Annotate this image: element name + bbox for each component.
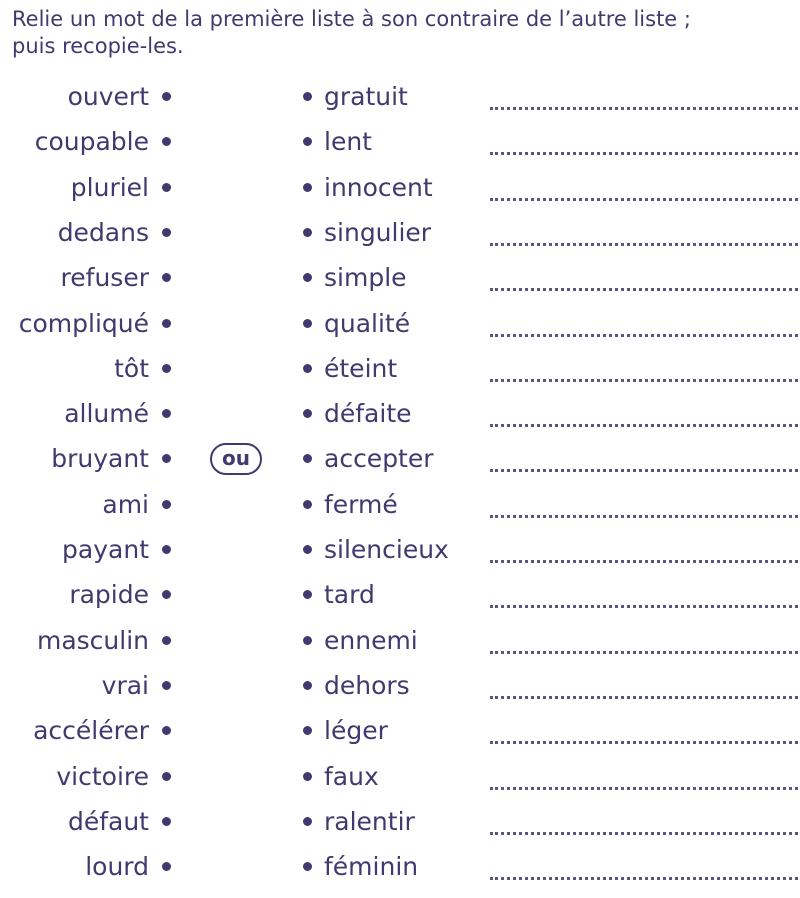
match-row [0, 578, 800, 618]
right-word: défaite [324, 399, 412, 428]
right-connector-dot[interactable] [303, 726, 312, 735]
match-row [0, 805, 800, 845]
match-row [0, 352, 800, 392]
match-row [0, 442, 800, 482]
match-row [0, 171, 800, 211]
left-word: rapide [69, 580, 149, 609]
left-word: victoire [56, 762, 149, 791]
left-connector-dot[interactable] [162, 726, 171, 735]
left-connector-dot[interactable] [162, 319, 171, 328]
match-row [0, 125, 800, 165]
instructions [12, 6, 792, 60]
right-word: lent [324, 127, 372, 156]
left-connector-dot[interactable] [162, 228, 171, 237]
left-word: payant [62, 535, 149, 564]
right-word: innocent [324, 173, 433, 202]
right-connector-dot[interactable] [303, 590, 312, 599]
match-row [0, 760, 800, 800]
left-connector-dot[interactable] [162, 137, 171, 146]
answer-line[interactable] [490, 515, 798, 518]
left-connector-dot[interactable] [162, 590, 171, 599]
right-word: silencieux [324, 535, 449, 564]
left-word: vrai [101, 671, 149, 700]
ou-badge: ou [210, 443, 262, 475]
right-connector-dot[interactable] [303, 772, 312, 781]
answer-line[interactable] [490, 787, 798, 790]
right-connector-dot[interactable] [303, 183, 312, 192]
answer-line[interactable] [490, 107, 798, 110]
right-word: dehors [324, 671, 410, 700]
answer-line[interactable] [490, 651, 798, 654]
right-word: léger [324, 716, 388, 745]
left-word: accélérer [33, 716, 149, 745]
right-word: ralentir [324, 807, 415, 836]
match-row [0, 80, 800, 120]
right-word: faux [324, 762, 379, 791]
right-connector-dot[interactable] [303, 681, 312, 690]
instructions-line-1: Relie un mot de la première liste à son contraire de l’autre liste ; [12, 7, 691, 31]
left-word: coupable [34, 127, 149, 156]
right-word: fermé [324, 490, 398, 519]
left-connector-dot[interactable] [162, 545, 171, 554]
answer-line[interactable] [490, 469, 798, 472]
answer-line[interactable] [490, 560, 798, 563]
match-row [0, 397, 800, 437]
left-connector-dot[interactable] [162, 364, 171, 373]
right-connector-dot[interactable] [303, 636, 312, 645]
left-word: compliqué [18, 309, 149, 338]
match-row [0, 533, 800, 573]
answer-line[interactable] [490, 198, 798, 201]
left-connector-dot[interactable] [162, 92, 171, 101]
answer-line[interactable] [490, 741, 798, 744]
left-connector-dot[interactable] [162, 409, 171, 418]
left-word: ouvert [67, 82, 149, 111]
right-connector-dot[interactable] [303, 273, 312, 282]
right-word: gratuit [324, 82, 408, 111]
right-word: ennemi [324, 626, 418, 655]
right-word: simple [324, 263, 407, 292]
left-connector-dot[interactable] [162, 183, 171, 192]
left-word: tôt [114, 354, 149, 383]
match-row [0, 669, 800, 709]
right-word: singulier [324, 218, 432, 247]
left-connector-dot[interactable] [162, 681, 171, 690]
instructions-line-2: puis recopie-les. [12, 34, 184, 58]
answer-line[interactable] [490, 334, 798, 337]
left-word: refuser [60, 263, 149, 292]
left-connector-dot[interactable] [162, 636, 171, 645]
right-connector-dot[interactable] [303, 92, 312, 101]
left-word: pluriel [70, 173, 149, 202]
match-row [0, 261, 800, 301]
answer-line[interactable] [490, 243, 798, 246]
answer-line[interactable] [490, 152, 798, 155]
left-connector-dot[interactable] [162, 273, 171, 282]
match-row [0, 714, 800, 754]
left-connector-dot[interactable] [162, 772, 171, 781]
right-word: accepter [324, 444, 434, 473]
left-word: défaut [67, 807, 149, 836]
match-row [0, 488, 800, 528]
answer-line[interactable] [490, 288, 798, 291]
right-word: tard [324, 580, 375, 609]
left-connector-dot[interactable] [162, 500, 171, 509]
answer-line[interactable] [490, 696, 798, 699]
left-word: masculin [36, 626, 149, 655]
match-row [0, 216, 800, 256]
answer-line[interactable] [490, 605, 798, 608]
right-connector-dot[interactable] [303, 817, 312, 826]
right-connector-dot[interactable] [303, 319, 312, 328]
answer-line[interactable] [490, 877, 798, 880]
right-connector-dot[interactable] [303, 862, 312, 871]
right-connector-dot[interactable] [303, 364, 312, 373]
match-row [0, 307, 800, 347]
answer-line[interactable] [490, 379, 798, 382]
left-word: lourd [85, 852, 149, 881]
right-connector-dot[interactable] [303, 545, 312, 554]
left-connector-dot[interactable] [162, 454, 171, 463]
left-word: bruyant [51, 444, 149, 473]
right-connector-dot[interactable] [303, 454, 312, 463]
match-row [0, 624, 800, 664]
right-word: qualité [324, 309, 411, 338]
left-word: ami [102, 490, 149, 519]
right-word: éteint [324, 354, 398, 383]
left-connector-dot[interactable] [162, 817, 171, 826]
right-connector-dot[interactable] [303, 409, 312, 418]
right-connector-dot[interactable] [303, 228, 312, 237]
right-connector-dot[interactable] [303, 137, 312, 146]
right-word: féminin [324, 852, 419, 881]
answer-line[interactable] [490, 424, 798, 427]
left-word: dedans [57, 218, 149, 247]
right-connector-dot[interactable] [303, 500, 312, 509]
left-word: allumé [64, 399, 149, 428]
left-connector-dot[interactable] [162, 862, 171, 871]
answer-line[interactable] [490, 832, 798, 835]
match-row [0, 850, 800, 890]
